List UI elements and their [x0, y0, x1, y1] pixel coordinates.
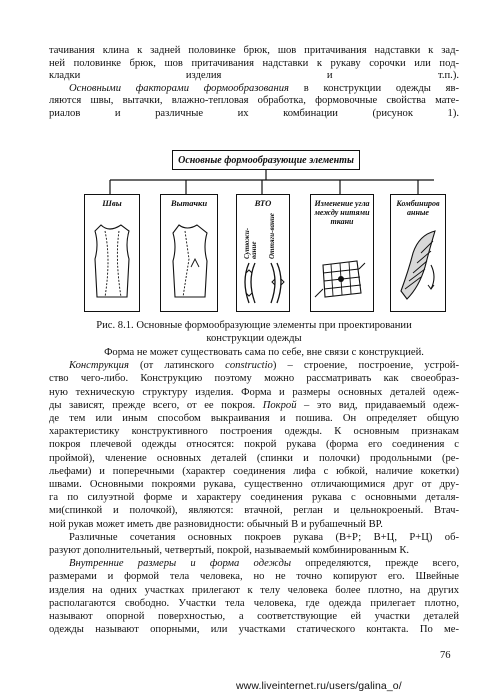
category-combined-label: Комбиниров анные: [396, 199, 440, 217]
text-segment: располагаются свободно. Участки тела человека, где одежда прилегает плотно,: [49, 597, 459, 609]
diagram-header: Основные формообразующие элементы: [172, 150, 360, 170]
text-segment: характеристику конструктивного построения одежды. К основным признакам: [49, 426, 459, 438]
figure-caption-line-1: Рис. 8.1. Основные формообразующие элементы при проектировании: [96, 320, 412, 331]
fabric-grid-icon: [311, 257, 373, 305]
body-line: [69, 531, 459, 544]
body-line: [69, 359, 459, 372]
text-segment: Внутренние размеры и форма одежды: [69, 558, 292, 570]
text-segment: ство чего-либо. Конструкцию поэтому можно рассматривать как своеобраз-: [49, 373, 459, 385]
footer-url: www.liveinternet.ru/users/galina_o/: [236, 680, 402, 692]
text-segment: ) – строение, построение, устрой-: [272, 360, 459, 372]
text-segment: льефами) и поперечными (характер соединения лифа с юбкой, наличие кокетки): [49, 465, 459, 477]
body-line: [49, 412, 459, 425]
text-segment: де тем или иным способом выкраивания и пошива. Он определяет общую: [49, 413, 459, 424]
body-line: [49, 372, 459, 385]
category-darts: [160, 194, 218, 312]
body-line: [49, 504, 459, 517]
body-line: [69, 346, 459, 359]
text-segment: constructio: [225, 360, 273, 372]
body-line: [49, 570, 459, 583]
category-thread-angle: [310, 194, 374, 312]
garment-seams-icon: [85, 219, 139, 309]
category-wet-heat: [236, 194, 290, 312]
form-elements-diagram: [84, 150, 454, 312]
figure-caption-line-2: конструкции одежды: [206, 333, 302, 344]
category-thread-angle-label: Изменение угла между нитями ткани: [314, 199, 370, 226]
lines-line: [49, 57, 459, 70]
body-line: [49, 544, 459, 557]
body-line: [49, 610, 459, 623]
lines-line: [49, 44, 459, 57]
body-line: [49, 597, 459, 610]
lines-line: [69, 82, 459, 95]
body-line: [69, 557, 459, 570]
text-segment: Покрой: [262, 399, 297, 411]
text-segment: ной рукав может иметь две разновидности: обычный В и рубашечный ВР.: [49, 518, 383, 530]
text-segment: га по силуэтной форме и характеру соединения рукава с основными деталя-: [49, 492, 459, 504]
combined-elements-icon: [391, 225, 445, 305]
body-line: [49, 452, 459, 465]
lines-line: [49, 94, 459, 107]
body-line: [49, 386, 459, 399]
text-segment: ды зависят, прежде всего, от ее покроя.: [49, 399, 263, 411]
text-segment: называют опорной поверхностью, а соответствующие ей участки деталей: [49, 611, 459, 622]
body-line: [49, 518, 459, 531]
garment-darts-icon: [161, 219, 217, 309]
wet-heat-treatment-icon: [237, 259, 289, 309]
text-segment: швами. Основными покроями рукава, существенно отличающимися друг от дру-: [49, 479, 459, 490]
text-segment: ми(спинкой и полочкой), являются: втачной, реглан и цельнокроеный. Втач-: [49, 505, 459, 517]
lines-line: [49, 69, 459, 82]
text-segment: тачивания клина к задней половинке брюк, шов притачивания надставки к зад-: [49, 45, 459, 56]
body-line: [49, 438, 459, 451]
category-seams-label: Швы: [102, 198, 122, 208]
text-segment: покроя плечевой одежды относятся: покрой рукава (форма его соединения с: [49, 439, 459, 451]
text-segment: – это вид, придаваемый одеж-: [296, 399, 459, 411]
text-segment: риалов и различные их комбинации (рисунок 1).: [49, 108, 459, 119]
text-segment: Форма не может существовать сама по себе, вне связи с конструкцией.: [104, 347, 424, 358]
text-segment: ляются швы, вытачки, влажно-тепловая обработка, формовочные свойства мате-: [49, 95, 459, 107]
text-segment: (от латинского: [128, 360, 226, 372]
text-segment: ней половинке брюк, шов притачивания надставки к рукаву сорочки или под-: [49, 57, 459, 69]
text-segment: разуют дополнительный, четвертый, покрой, называемый комбинированным К.: [49, 545, 410, 556]
text-segment: Основными факторами формообразования: [69, 82, 289, 94]
text-segment: определяются, прежде всего,: [291, 558, 459, 570]
text-segment: в конструкции одежды яв-: [288, 82, 459, 94]
body-line: [49, 584, 459, 597]
body-line: [49, 399, 459, 412]
category-combined: [390, 194, 446, 312]
body-line: [49, 478, 459, 491]
text-segment: ную техническую структуру изделия. Форма и размеры основных деталей одеж-: [49, 386, 459, 398]
body-line: [49, 465, 459, 478]
page-number: 76: [440, 650, 451, 661]
category-seams: [84, 194, 140, 312]
body-line: [49, 425, 459, 438]
text-segment: Различные сочетания основных покроев рукава (В+Р; В+Ц, Р+Ц) об-: [69, 531, 459, 543]
category-darts-label: Вытачки: [170, 198, 208, 208]
category-wet-heat-label: ВТО: [254, 198, 272, 208]
text-segment: одежды называют опорными, или участками статического контакта. По ме-: [49, 624, 459, 636]
text-segment: Конструкция: [69, 360, 129, 372]
text-segment: размерами и формой тела человека, но не точно копируют его. Швейные: [49, 571, 459, 583]
category-wet-heat-sub-2: Оттяги-вание: [268, 213, 276, 259]
category-wet-heat-sub-1: Сутюжи-вание: [243, 227, 258, 259]
body-line: [49, 623, 459, 636]
body-line: [49, 491, 459, 504]
text-segment: кладки изделия и т.п.).: [49, 70, 459, 82]
diagram-connectors: [84, 150, 454, 200]
text-segment: проймой), членение основных деталей (спинки и полочки) продольными (ре-: [49, 452, 459, 464]
lines-line: [49, 107, 459, 120]
text-segment: изделия на одних участках прилегают к телу человека более плотно, на других: [49, 584, 459, 596]
